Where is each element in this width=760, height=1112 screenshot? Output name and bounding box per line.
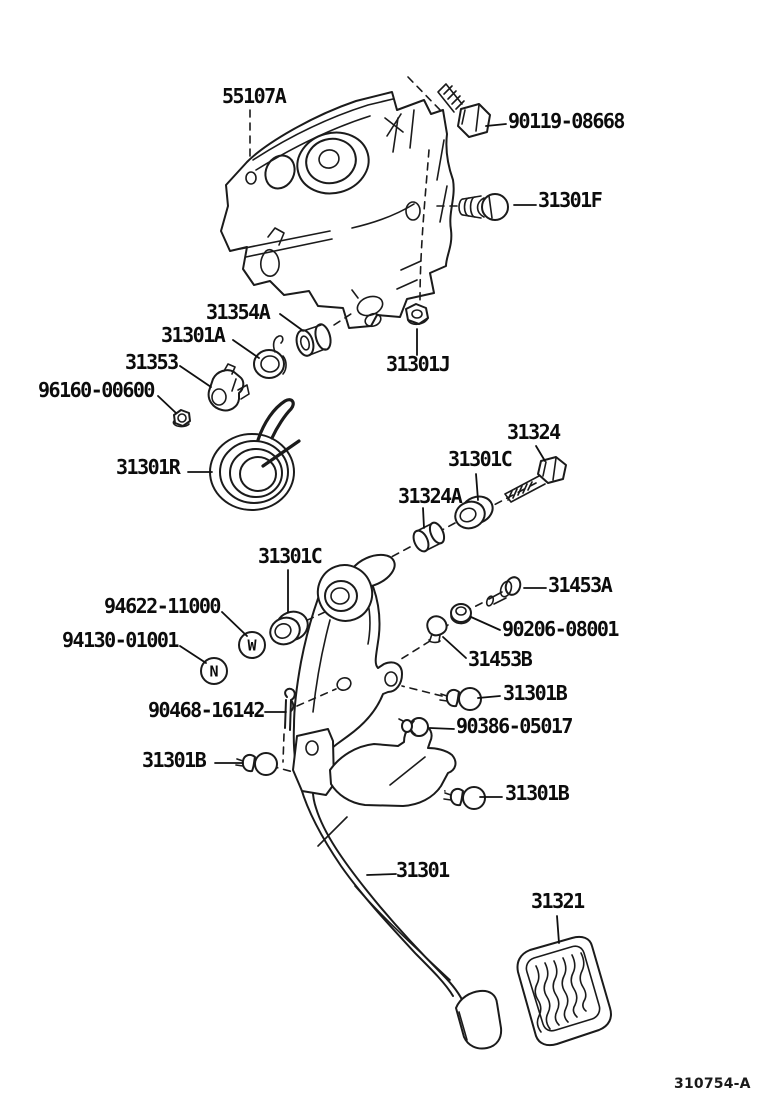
part-label-31301B-bottom[interactable]: 31301B	[505, 781, 569, 805]
part-label-94130-01001[interactable]: 94130-01001	[62, 628, 178, 652]
label-leader-lines	[158, 124, 559, 943]
part-label-31301B-left[interactable]: 31301B	[142, 748, 206, 772]
washer-marker	[239, 632, 265, 658]
collar-31324A-drawing	[411, 521, 447, 554]
part-label-31453A[interactable]: 31453A	[548, 573, 612, 597]
part-label-31353[interactable]: 31353	[125, 350, 178, 374]
part-label-31301F[interactable]: 31301F	[538, 188, 602, 212]
pedal-support-bracket-drawing	[221, 92, 454, 328]
pivot-bolt-31324-drawing	[505, 457, 566, 502]
part-label-90468-16142[interactable]: 90468-16142	[148, 698, 264, 722]
drawing-code: 310754-A	[674, 1076, 751, 1092]
part-label-31324[interactable]: 31324	[507, 420, 560, 444]
part-label-94622-11000[interactable]: 94622-11000	[104, 594, 220, 618]
part-label-31301C-lower[interactable]: 31301C	[258, 544, 322, 568]
part-label-31301B-right[interactable]: 31301B	[503, 681, 567, 705]
nut-31301J-drawing	[406, 304, 428, 324]
part-label-31301J[interactable]: 31301J	[386, 352, 450, 376]
part-label-31301[interactable]: 31301	[396, 858, 449, 882]
screw-31301F-drawing	[459, 194, 508, 220]
part-label-31324A[interactable]: 31324A	[398, 484, 462, 508]
pedal-pad-drawing	[518, 937, 611, 1045]
part-label-31301A[interactable]: 31301A	[161, 323, 225, 347]
clip-90386-drawing	[399, 718, 428, 736]
nut-90206-drawing	[451, 604, 471, 624]
return-spring-drawing	[210, 400, 299, 510]
part-label-31301C-upper[interactable]: 31301C	[448, 447, 512, 471]
part-label-90206-08001[interactable]: 90206-08001	[502, 617, 618, 641]
washer-letter: W	[247, 636, 257, 655]
part-label-90386-05017[interactable]: 90386-05017	[456, 714, 572, 738]
bolt-31453A-drawing	[485, 575, 522, 607]
part-label-31321[interactable]: 31321	[531, 889, 584, 913]
part-label-31301R[interactable]: 31301R	[116, 455, 180, 479]
nut-letter: N	[209, 662, 219, 681]
part-label-31354A[interactable]: 31354A	[206, 300, 270, 324]
assembly-axis-dashes	[250, 77, 536, 791]
part-label-90119-08668[interactable]: 90119-08668	[508, 109, 624, 133]
part-label-55107A[interactable]: 55107A	[222, 84, 286, 108]
part-label-31453B[interactable]: 31453B	[468, 647, 532, 671]
part-label-96160-00600[interactable]: 96160-00600	[38, 378, 154, 402]
clamp-31353-drawing	[209, 364, 249, 410]
